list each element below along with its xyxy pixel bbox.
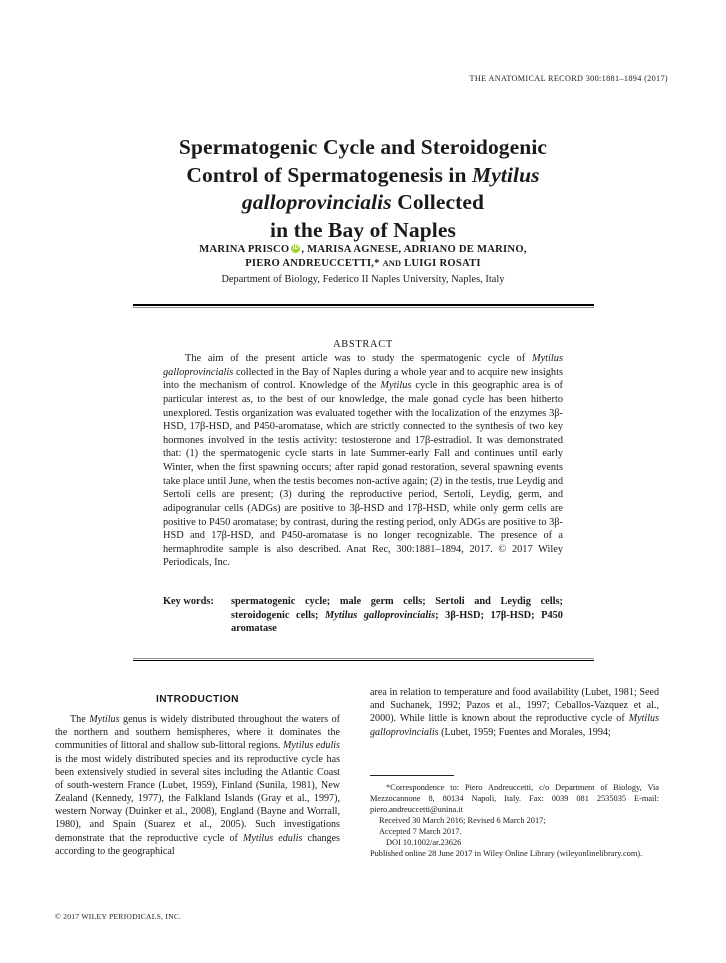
title-line-3-species: galloprovincialis (241, 190, 392, 215)
intro-right-text-1: area in relation to temperature and food availability (Lubet, 1981; Seed and Suchanek, 1992; Pazos et al., 1997; Ceballos-Vazquez et al., 2000). While little is known about the reproductive cycle of (370, 687, 659, 725)
author-line-1 (113, 243, 613, 257)
footnote-accepted: Accepted 7 March 2017. (379, 827, 462, 837)
title-line-3-text: Collected (391, 190, 485, 215)
title-block (113, 134, 613, 245)
rule-thick-line (133, 660, 594, 662)
abstract-text-2: collected in the Bay of Naples during a whole year and to acquire new insights into the mechanism of control. Knowledge of the (163, 366, 563, 392)
title-line-2-text: Control of Spermatogenesis in (186, 162, 473, 187)
title-line-1: Spermatogenic Cycle and Steroidogenic (178, 135, 548, 159)
page-copyright: © 2017 WILEY PERIODICALS, INC. (55, 912, 182, 921)
intro-left-species-2: Mytilus edulis (283, 740, 340, 752)
abstract-species-2: Mytilus (380, 380, 412, 392)
intro-right-species: Mytilus galloprovincialis (370, 713, 659, 738)
title-line-4: in the Bay of Naples (270, 217, 456, 242)
orcid-id-icon[interactable] (291, 244, 300, 253)
keywords-label: Key words: (163, 596, 214, 607)
footnote-doi[interactable]: DOI 10.1002/ar.23626 (386, 838, 462, 848)
column-left (55, 694, 340, 858)
abstract-section (163, 339, 563, 570)
running-head: THE ANATOMICAL RECORD 300:1881–1894 (2017) (469, 74, 668, 83)
intro-right-text-2: (Lubet, 1959; Fuentes and Morales, 1994; (438, 726, 611, 738)
abstract-text-1: The aim of the present article was to study the spermatogenic cycle of (185, 353, 532, 364)
author-piero-andreuccetti: PIERO ANDREUCCETTI,* (245, 258, 380, 270)
keywords-section (163, 595, 563, 636)
footnote-divider (370, 775, 454, 776)
column-right (370, 686, 659, 739)
abstract-species-1: Mytilus galloprovincialis (163, 353, 563, 378)
keywords-species: Mytilus galloprovincialis (325, 609, 436, 621)
author-luigi-rosati: LUIGI ROSATI (404, 258, 481, 270)
author-marina-prisco: MARINA PRISCO (199, 244, 290, 255)
rule-thin-line (133, 307, 594, 308)
abstract-heading: ABSTRACT (333, 339, 393, 350)
keywords-text-2: ; 3β-HSD; 17β-HSD; P450 aromatase (231, 609, 563, 635)
footnote-published: Published online 28 June 2017 in Wiley Online Library (wileyonlinelibrary.com). (370, 849, 643, 859)
intro-left-species-1: Mytilus (89, 714, 120, 725)
author-block (113, 243, 613, 285)
title-line-2-species: Mytilus (472, 162, 540, 187)
abstract-text-3: cycle in this geographic area is of particular interest as, to the best of our knowledge, the male gonad cycle has been hitherto unexplored. Testis organization was evaluated together with the localization of the enzymes 3β-HSD, 17β-HSD, and P450-aromatase, which are strictly connected to the synthesis of two key hormones involved in the testis activity: testosterone and 17β-estradiol. It was demonstrated that: (1) the spermatogenic cycle starts in late Summer-early Fall and continues until early Winter, when the first spawning occurs; after rapid gonad restoration, several spawning events take place until June, when the testis becomes non-active again; (2) in the testis, true Leydig and Sertoli cells are present; (3) during the reproductive period, Sertoli, Leydig, germ, and adipogranular cells (ADGs) are positive to 3β-HSD and 17β-HSD, while only germ cells are positive to P450 aromatase; by contrast, during the resting period, only ADGs are positive to 3β-HSD and 17β-HSD, and P450-aromatase is no longer recognizable. The presence of a hermaphrodite sample is also described. Anat Rec, 300:1881–1894, 2017. © 2017 Wiley Periodicals, Inc. (163, 380, 563, 569)
intro-left-species-3: Mytilus edulis (242, 832, 303, 844)
author-conjunction: AND (382, 259, 402, 269)
intro-left-text-1: The (70, 714, 90, 725)
footnote-received: Received 30 March 2016; Revised 6 March 2017; (379, 816, 546, 826)
footnote-block (370, 775, 659, 859)
intro-left-text-3: is the most widely distributed species and its reproductive cycle has been extensively studied in several sites including the Atlantic Coast of south-western France (Lubet, 1959), Finland (Sunila, 1981), New Zealand (Kennedy, 1977), the Falkland Islands (Gray et al., 1997), western Norway (Duinker et al., 2008), England (Bayne and Worrall, 1980), and Spain (Suarez et al., 2005). Such investigations demonstrate that the reproductive cycle of (55, 753, 340, 844)
page-title (113, 134, 613, 245)
affiliation: Department of Biology, Federico II Naples University, Naples, Italy (221, 274, 505, 286)
introduction-paragraph-right (370, 686, 659, 739)
author-line-2 (113, 257, 613, 271)
abstract-top-rule (133, 304, 594, 308)
author-line-1-rest: , MARISA AGNESE, ADRIANO DE MARINO, (301, 244, 527, 255)
intro-left-text-2: genus is widely distributed throughout the waters of the northern and southern hemispheres, where it dominates the communities of littoral and shallow sub-littoral regions. (55, 714, 340, 752)
introduction-paragraph-left (55, 713, 340, 858)
abstract-bottom-rule (133, 658, 594, 662)
footnote-correspondence: *Correspondence to: Piero Andreuccetti, c/o Department of Biology, Via Mezzocannone 8, 80134 Napoli, Italy. Fax: 0039 081 2535035 E-mail: piero.andreuccetti@unina.it (370, 782, 659, 814)
abstract-body (163, 352, 563, 570)
keywords-text-1: spermatogenic cycle; male germ cells; Sertoli and Leydig cells; steroidogenic cells; (231, 596, 563, 621)
intro-left-text-4: changes according to the geographical (55, 832, 340, 857)
introduction-heading: INTRODUCTION (156, 694, 239, 705)
